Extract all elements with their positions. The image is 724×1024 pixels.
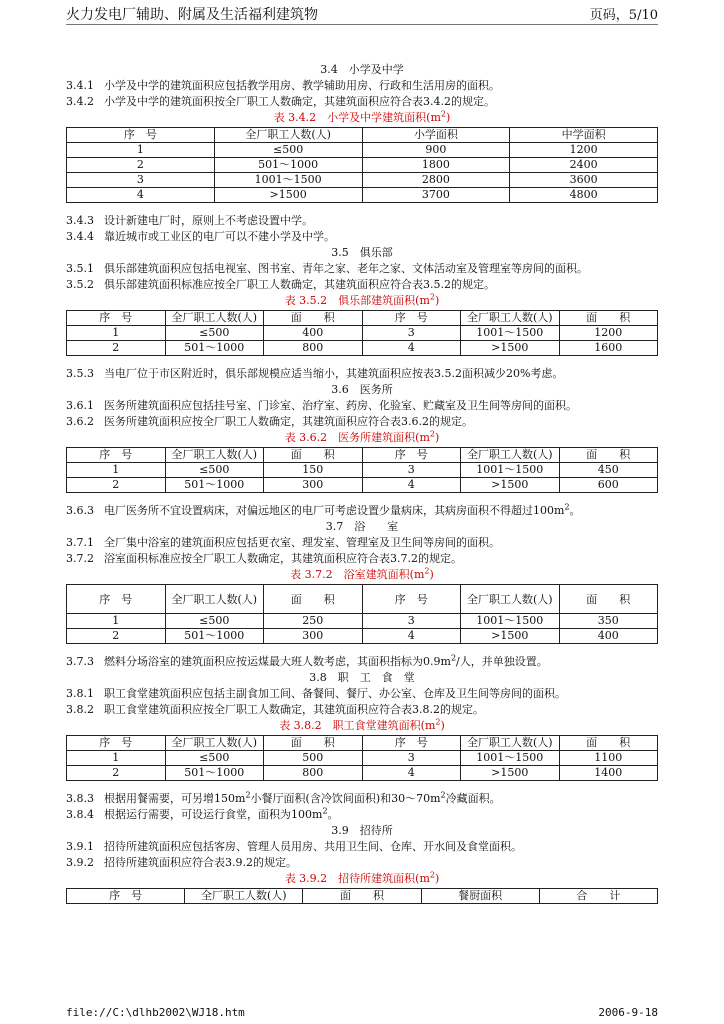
paragraph-3-4-4 xyxy=(66,229,658,245)
header-cell: 序 号 xyxy=(67,448,166,463)
table-cell: 1001～1500 xyxy=(214,173,362,188)
table-3-5-2 xyxy=(66,310,658,356)
clause-text: 小学及中学的建筑面积应包括教学用房、教学辅助用房、行政和生活用房的面积。 xyxy=(104,79,500,92)
table-cell: 2400 xyxy=(510,158,658,173)
clause-number: 3.8.4 xyxy=(66,808,94,821)
clause-text: 浴室面积标准应按全厂职工人数确定，其建筑面积应符合表3.7.2的规定。 xyxy=(104,552,462,565)
table-cell: 501～1000 xyxy=(214,158,362,173)
clause-number: 3.8.1 xyxy=(66,687,94,700)
header-cell: 面 积 xyxy=(264,311,363,326)
table-row xyxy=(67,478,658,493)
table-caption-3-7-2: 表 3.7.2 浴室建筑面积$(m^2)$ xyxy=(290,566,434,581)
clause-text: 根据用餐需要，可另增$150m^2$小餐厅面积(含冷饮间面积)和$30\sim 70m^2$冷藏面积。 xyxy=(104,790,501,805)
header-cell: 序 号 xyxy=(67,889,185,904)
clause-number: 3.6.3 xyxy=(66,504,94,517)
table-cell: 1100 xyxy=(559,751,658,766)
clause-text: 医务所建筑面积应包括挂号室、门诊室、治疗室、药房、化验室、贮藏室及卫生间等房间的面积。 xyxy=(104,399,577,412)
table-header-row xyxy=(67,448,658,463)
document-body xyxy=(66,62,658,914)
table-cell: 1001～1500 xyxy=(461,751,560,766)
header-divider xyxy=(66,24,658,25)
clause-text: 靠近城市或工业区的电厂可以不建小学及中学。 xyxy=(104,230,335,243)
clause-number: 3.4.2 xyxy=(66,95,94,108)
table-cell: 4 xyxy=(362,629,461,644)
table-3-7-2 xyxy=(66,584,658,644)
clause-number: 3.6.1 xyxy=(66,399,94,412)
table-row xyxy=(67,173,658,188)
header-cell: 面 积 xyxy=(559,736,658,751)
table-cell: 1 xyxy=(67,326,166,341)
table-cell: 1200 xyxy=(510,143,658,158)
table-cell: 900 xyxy=(362,143,510,158)
paragraph-3-9-2 xyxy=(66,855,658,871)
paragraph-3-9-1 xyxy=(66,839,658,855)
header-cell: 餐厨面积 xyxy=(421,889,539,904)
table-caption-3-5-2: 表 3.5.2 俱乐部建筑面积$(m^2)$ xyxy=(284,292,440,307)
header-cell: 全厂职工人数(人) xyxy=(165,311,264,326)
section-heading-3-6: 3.6 医务所 xyxy=(331,383,393,396)
header-cell: 序 号 xyxy=(67,585,166,614)
table-row xyxy=(67,143,658,158)
header-cell: 面 积 xyxy=(264,448,363,463)
table-row xyxy=(67,463,658,478)
header-cell: 面 积 xyxy=(264,736,363,751)
table-row xyxy=(67,341,658,356)
clause-number: 3.8.3 xyxy=(66,792,94,805)
clause-text: 燃料分场浴室的建筑面积应按运煤最大班人数考虑，其面积指标为$0.9m^2/$人，并单独设置。 xyxy=(104,653,548,668)
paragraph-3-5-2 xyxy=(66,277,658,293)
header-cell: 序 号 xyxy=(362,585,461,614)
table-cell: 1001～1500 xyxy=(461,326,560,341)
clause-number: 3.5.2 xyxy=(66,278,94,291)
paragraph-3-7-3 xyxy=(66,654,658,670)
table-3-8-2 xyxy=(66,735,658,781)
header-cell: 面 积 xyxy=(303,889,421,904)
table-caption-3-8-2: 表 3.8.2 职工食堂建筑面积$(m^2)$ xyxy=(279,717,445,732)
table-cell: 1 xyxy=(67,143,215,158)
header-cell: 小学面积 xyxy=(362,128,510,143)
table-row xyxy=(67,614,658,629)
paragraph-3-5-3 xyxy=(66,366,658,382)
paragraph-3-6-2 xyxy=(66,414,658,430)
table-cell: 2 xyxy=(67,158,215,173)
table-cell: 150 xyxy=(264,463,363,478)
table-3-9-2 xyxy=(66,888,658,904)
table-3-4-2 xyxy=(66,127,658,203)
table-row xyxy=(67,629,658,644)
table-header-row xyxy=(67,311,658,326)
page-number: 页码，5/10 xyxy=(589,8,658,23)
paragraph-3-8-3 xyxy=(66,791,658,807)
table-cell: 500 xyxy=(264,751,363,766)
clause-text: 招待所建筑面积应符合表3.9.2的规定。 xyxy=(104,856,297,869)
table-cell: 2 xyxy=(67,341,166,356)
table-caption-3-4-2: 表 3.4.2 小学及中学建筑面积$(m^2)$ xyxy=(273,109,451,124)
paragraph-3-6-3 xyxy=(66,503,658,519)
header-cell: 面 积 xyxy=(264,585,363,614)
table-cell: 250 xyxy=(264,614,363,629)
clause-text: 电厂医务所不宜设置病床，对偏远地区的电厂可考虑设置少量病床，其病房面积不得超过$100m^2$。 xyxy=(104,502,581,517)
paragraph-3-5-1 xyxy=(66,261,658,277)
table-row xyxy=(67,158,658,173)
section-heading-3-9: 3.9 招待所 xyxy=(331,824,393,837)
table-cell: >1500 xyxy=(461,478,560,493)
table-cell: 1001～1500 xyxy=(461,463,560,478)
table-cell: ≤500 xyxy=(214,143,362,158)
page-footer xyxy=(66,1006,658,1022)
clause-number: 3.7.1 xyxy=(66,536,94,549)
clause-text: 全厂集中浴室的建筑面积应包括更衣室、理发室、管理室及卫生间等房间的面积。 xyxy=(104,536,500,549)
clause-text: 当电厂位于市区附近时，俱乐部规模应适当缩小，其建筑面积应按表3.5.2面积减少20%考虑。 xyxy=(104,367,564,380)
clause-number: 3.5.3 xyxy=(66,367,94,380)
table-cell: 300 xyxy=(264,629,363,644)
clause-number: 3.4.1 xyxy=(66,79,94,92)
table-cell: 800 xyxy=(264,341,363,356)
header-cell: 合 计 xyxy=(539,889,657,904)
table-cell: 4 xyxy=(362,766,461,781)
table-cell: 3 xyxy=(362,463,461,478)
table-cell: 2 xyxy=(67,629,166,644)
header-cell: 全厂职工人数(人) xyxy=(461,311,560,326)
table-cell: >1500 xyxy=(461,766,560,781)
table-cell: 4 xyxy=(67,188,215,203)
document-title: 火力发电厂辅助、附属及生活福利建筑物 xyxy=(66,7,318,23)
table-caption-3-6-2: 表 3.6.2 医务所建筑面积$(m^2)$ xyxy=(284,429,440,444)
header-cell: 序 号 xyxy=(362,448,461,463)
table-cell: 400 xyxy=(264,326,363,341)
clause-number: 3.7.3 xyxy=(66,655,94,668)
section-heading-3-4: 3.4 小学及中学 xyxy=(320,63,404,76)
header-cell: 中学面积 xyxy=(510,128,658,143)
clause-text: 根据运行需要，可设运行食堂，面积为$100m^2$。 xyxy=(104,806,339,821)
table-cell: 2800 xyxy=(362,173,510,188)
clause-number: 3.4.4 xyxy=(66,230,94,243)
clause-text: 职工食堂建筑面积应按全厂职工人数确定，其建筑面积应符合表3.8.2的规定。 xyxy=(104,703,484,716)
table-row xyxy=(67,188,658,203)
table-cell: 1 xyxy=(67,751,166,766)
file-path: file://C:\dlhb2002\WJ18.htm xyxy=(66,1006,245,1019)
clause-number: 3.6.2 xyxy=(66,415,94,428)
table-cell: 600 xyxy=(559,478,658,493)
table-cell: 3600 xyxy=(510,173,658,188)
table-cell: ≤500 xyxy=(165,614,264,629)
table-cell: >1500 xyxy=(461,629,560,644)
table-header-row xyxy=(67,889,658,904)
clause-text: 职工食堂建筑面积应包括主副食加工间、备餐间、餐厅、办公室、仓库及卫生间等房间的面积。 xyxy=(104,687,566,700)
table-caption-3-9-2: 表 3.9.2 招待所建筑面积$(m^2)$ xyxy=(284,870,440,885)
table-cell: 1400 xyxy=(559,766,658,781)
header-cell: 序 号 xyxy=(67,736,166,751)
clause-text: 小学及中学的建筑面积按全厂职工人数确定，其建筑面积应符合表3.4.2的规定。 xyxy=(104,95,495,108)
section-heading-3-8: 3.8 职 工 食 堂 xyxy=(309,671,415,684)
table-cell: 1 xyxy=(67,463,166,478)
table-cell: 501～1000 xyxy=(165,629,264,644)
table-cell: 3 xyxy=(362,326,461,341)
table-cell: 2 xyxy=(67,766,166,781)
table-cell: ≤500 xyxy=(165,326,264,341)
paragraph-3-7-1 xyxy=(66,535,658,551)
table-cell: 3700 xyxy=(362,188,510,203)
table-cell: 501～1000 xyxy=(165,341,264,356)
paragraph-3-6-1 xyxy=(66,398,658,414)
clause-number: 3.5.1 xyxy=(66,262,94,275)
table-header-row xyxy=(67,736,658,751)
table-cell: 350 xyxy=(559,614,658,629)
clause-text: 俱乐部建筑面积应包括电视室、图书室、青年之家、老年之家、文体活动室及管理室等房间的面积。 xyxy=(104,262,588,275)
clause-text: 医务所建筑面积应按全厂职工人数确定，其建筑面积应符合表3.6.2的规定。 xyxy=(104,415,473,428)
header-cell: 全厂职工人数(人) xyxy=(165,736,264,751)
table-cell: 4800 xyxy=(510,188,658,203)
header-cell: 全厂职工人数(人) xyxy=(214,128,362,143)
table-cell: ≤500 xyxy=(165,751,264,766)
table-cell: ≤500 xyxy=(165,463,264,478)
clause-text: 招待所建筑面积应包括客房、管理人员用房、共用卫生间、仓库、开水间及食堂面积。 xyxy=(104,840,522,853)
table-cell: 3 xyxy=(67,173,215,188)
header-cell: 序 号 xyxy=(67,128,215,143)
table-header-row xyxy=(67,585,658,614)
table-row xyxy=(67,326,658,341)
header-cell: 序 号 xyxy=(67,311,166,326)
table-cell: 450 xyxy=(559,463,658,478)
clause-number: 3.8.2 xyxy=(66,703,94,716)
header-cell: 全厂职工人数(人) xyxy=(461,448,560,463)
table-cell: 800 xyxy=(264,766,363,781)
table-cell: 501～1000 xyxy=(165,478,264,493)
table-cell: 1 xyxy=(67,614,166,629)
table-row xyxy=(67,751,658,766)
header-cell: 序 号 xyxy=(362,736,461,751)
table-cell: 1600 xyxy=(559,341,658,356)
header-cell: 全厂职工人数(人) xyxy=(461,736,560,751)
header-cell: 全厂职工人数(人) xyxy=(185,889,303,904)
clause-text: 俱乐部建筑面积标准应按全厂职工人数确定，其建筑面积应符合表3.5.2的规定。 xyxy=(104,278,495,291)
header-cell: 全厂职工人数(人) xyxy=(165,585,264,614)
header-cell: 面 积 xyxy=(559,448,658,463)
clause-number: 3.9.2 xyxy=(66,856,94,869)
print-date: 2006-9-18 xyxy=(598,1006,658,1019)
paragraph-3-4-1 xyxy=(66,78,658,94)
clause-number: 3.4.3 xyxy=(66,214,94,227)
clause-text: 设计新建电厂时，原则上不考虑设置中学。 xyxy=(104,214,313,227)
table-cell: 4 xyxy=(362,478,461,493)
table-cell: 1200 xyxy=(559,326,658,341)
header-cell: 全厂职工人数(人) xyxy=(165,448,264,463)
table-cell: 501～1000 xyxy=(165,766,264,781)
table-cell: 3 xyxy=(362,614,461,629)
table-cell: >1500 xyxy=(461,341,560,356)
header-cell: 序 号 xyxy=(362,311,461,326)
table-cell: 400 xyxy=(559,629,658,644)
page-header xyxy=(66,4,658,24)
paragraph-3-4-2 xyxy=(66,94,658,110)
table-row xyxy=(67,766,658,781)
clause-number: 3.9.1 xyxy=(66,840,94,853)
table-cell: 3 xyxy=(362,751,461,766)
paragraph-3-7-2 xyxy=(66,551,658,567)
header-cell: 面 积 xyxy=(559,585,658,614)
table-cell: 4 xyxy=(362,341,461,356)
table-header-row xyxy=(67,128,658,143)
table-cell: >1500 xyxy=(214,188,362,203)
header-cell: 全厂职工人数(人) xyxy=(461,585,560,614)
paragraph-3-4-3 xyxy=(66,213,658,229)
header-cell: 面 积 xyxy=(559,311,658,326)
clause-number: 3.7.2 xyxy=(66,552,94,565)
table-cell: 2 xyxy=(67,478,166,493)
paragraph-3-8-1 xyxy=(66,686,658,702)
section-heading-3-5: 3.5 俱乐部 xyxy=(331,246,393,259)
table-cell: 1800 xyxy=(362,158,510,173)
paragraph-3-8-4 xyxy=(66,807,658,823)
table-cell: 1001～1500 xyxy=(461,614,560,629)
table-cell: 300 xyxy=(264,478,363,493)
table-3-6-2 xyxy=(66,447,658,493)
section-heading-3-7: 3.7 浴 室 xyxy=(325,520,399,533)
paragraph-3-8-2 xyxy=(66,702,658,718)
